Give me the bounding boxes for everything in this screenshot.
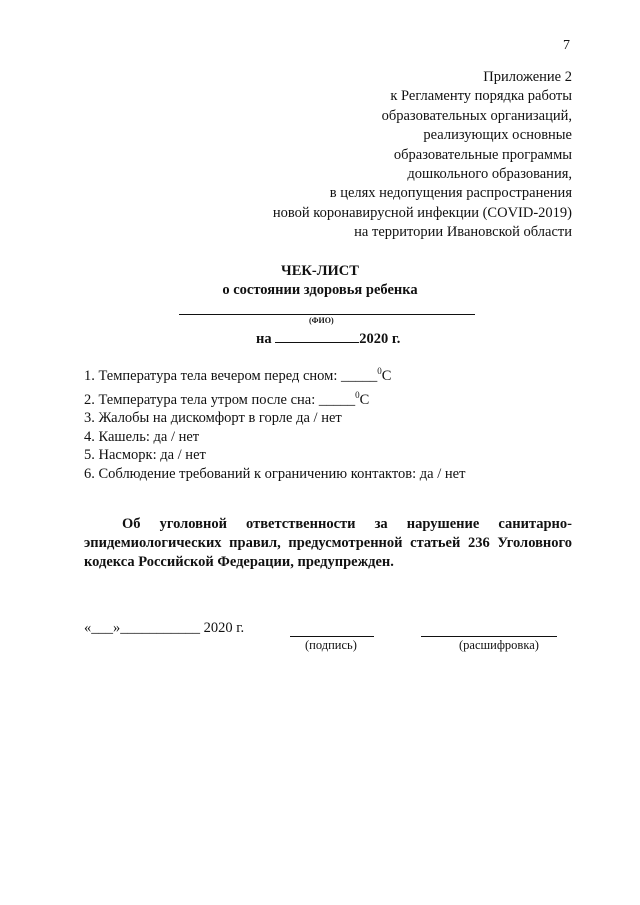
signature-caption: (подпись) <box>305 638 357 652</box>
checklist-item-cough: 4. Кашель: да / нет <box>84 428 200 445</box>
decoding-line[interactable] <box>421 636 557 637</box>
signature-line[interactable] <box>290 636 374 637</box>
checklist-item-morning-temp: 2. Температура тела утром после сна: _____$^0$С <box>84 389 370 408</box>
checklist-item-contacts: 6. Соблюдение требований к ограничению контактов: да / нет <box>84 465 466 482</box>
appendix-line: образовательных организаций, <box>381 107 572 124</box>
appendix-header <box>273 68 572 243</box>
appendix-line: дошкольного образования, <box>407 166 572 183</box>
date-blank[interactable] <box>275 328 359 343</box>
document-title: ЧЕК-ЛИСТ <box>281 263 359 279</box>
signature-date[interactable]: «___»___________ 2020 г. <box>84 620 245 636</box>
liability-warning <box>84 515 572 572</box>
checklist-item-runny-nose: 5. Насморк: да / нет <box>84 447 206 464</box>
date-prefix: на <box>256 331 272 347</box>
date-suffix: 2020 г. <box>359 331 401 347</box>
signature-row <box>84 620 574 660</box>
page-number: 7 <box>563 38 570 53</box>
checklist-item-evening-temp: 1. Температура тела вечером перед сном: _____$^0$С <box>84 366 392 384</box>
decoding-caption: (расшифровка) <box>459 638 539 652</box>
appendix-line: реализующих основные <box>423 127 572 144</box>
appendix-line: к Регламенту порядка работы <box>390 88 572 105</box>
appendix-line: новой коронавирусной инфекции (COVID-2019) <box>272 204 572 221</box>
checklist-item-throat: 3. Жалобы на дискомфорт в горле да / нет <box>84 410 342 427</box>
checklist <box>84 362 465 484</box>
appendix-line: образовательные программы <box>393 146 572 163</box>
title-block <box>0 262 640 300</box>
document-subtitle: о состоянии здоровья ребенка <box>222 282 418 298</box>
fio-underline[interactable] <box>179 314 475 315</box>
date-line <box>256 328 400 348</box>
fio-label: (ФИО) <box>309 316 334 325</box>
appendix-line: Приложение 2 <box>483 69 572 85</box>
liability-warning-text: Об уголовной ответственности за нарушение санитарно-эпидемиологических правил, предусмотренной статьей 236 Уголовного кодекса Российской Федерации, предупрежден. <box>84 516 572 570</box>
appendix-line: в целях недопущения распространения <box>329 185 572 202</box>
appendix-line: на территории Ивановской области <box>354 224 572 241</box>
